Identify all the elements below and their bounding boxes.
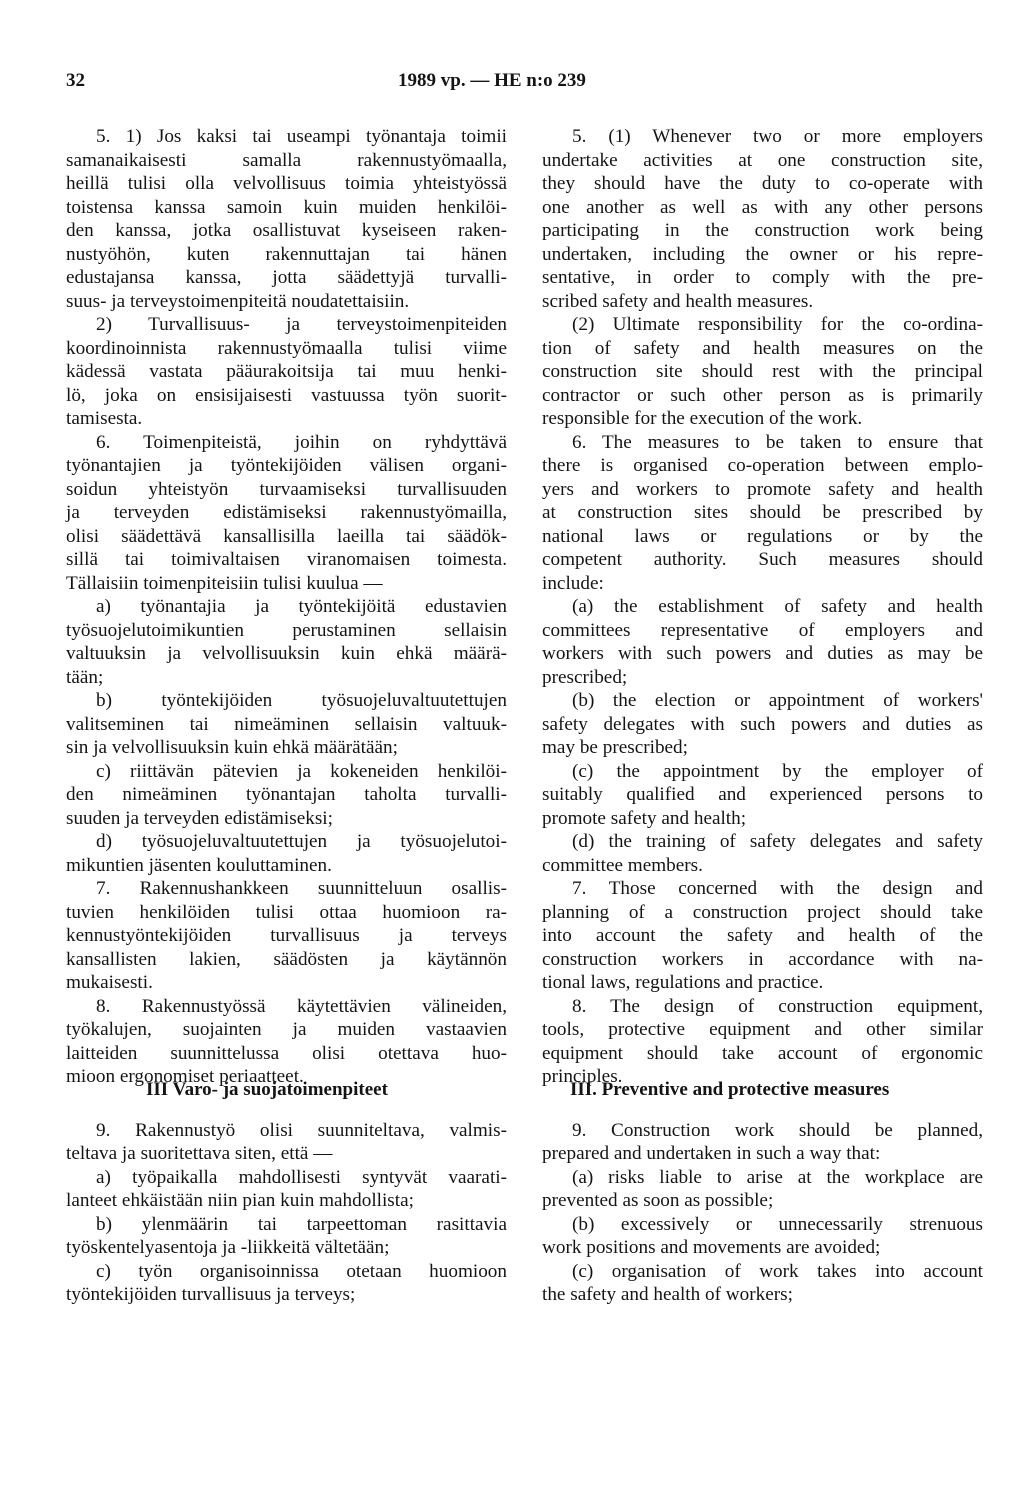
text-line: 5. (1) Whenever two or more employers xyxy=(572,126,983,147)
text-line: undertake activities at one construction site, xyxy=(542,149,983,171)
text-line: samanaikaisesti samalla rakennustyömaalla, xyxy=(66,149,507,171)
text-line: toistensa kanssa samoin kuin muiden henkilöi- xyxy=(66,196,507,218)
text-line: teltava ja suoritettava siten, että — xyxy=(66,1143,333,1164)
text-line: prepared and undertaken in such a way that: xyxy=(542,1143,881,1164)
text-line: tuvien henkilöiden tulisi ottaa huomioon ra- xyxy=(66,901,507,923)
text-line: olisi säädettävä kansallisilla laeilla tai säädök- xyxy=(66,525,507,547)
text-line: 2) Turvallisuus- ja terveystoimenpiteiden xyxy=(96,314,507,335)
text-line: 5. 1) Jos kaksi tai useampi työnantaja toimii xyxy=(96,126,507,147)
text-line: a) työnantajia ja työntekijöitä edustavien xyxy=(96,596,507,617)
text-line: työntekijöiden turvallisuus ja terveys; xyxy=(66,1284,356,1305)
text-line: tools, protective equipment and other similar xyxy=(542,1019,983,1040)
text-line: 6. Toimenpiteistä, joihin on ryhdyttävä xyxy=(96,431,507,453)
text-line: (b) the election or appointment of workers' xyxy=(572,690,983,711)
text-line: mikuntien jäsenten kouluttaminen. xyxy=(66,854,332,876)
text-line: b) ylenmäärin tai tarpeettoman rasittavia xyxy=(96,1213,507,1235)
text-line: lö, joka on ensisijaisesti vastuussa työn suorit- xyxy=(66,384,507,406)
text-line: 8. The design of construction equipment, xyxy=(572,995,983,1017)
text-line: b) työntekijöiden työsuojeluvaltuutettujen xyxy=(96,690,507,711)
text-line: the safety and health of workers; xyxy=(542,1284,793,1305)
text-line: c) riittävän pätevien ja kokeneiden henkilöi- xyxy=(96,760,507,782)
text-line: competent authority. Such measures should xyxy=(542,549,983,570)
text-line: kädessä vastata pääurakoitsija tai muu henki- xyxy=(66,361,507,382)
text-line: tamisesta. xyxy=(66,408,143,429)
text-line: ja terveyden edistämiseksi rakennustyömailla, xyxy=(66,502,507,523)
text-line: koordinoinnista rakennustyömaalla tulisi viime xyxy=(66,337,507,359)
text-line: kansallisten lakien, säädösten ja käytännön xyxy=(66,948,507,970)
text-line: committee members. xyxy=(542,854,703,876)
text-line: construction site should rest with the principal xyxy=(542,361,983,382)
text-line: at construction sites should be prescribed by xyxy=(542,502,983,523)
text-line: committees representative of employers and xyxy=(542,619,983,641)
text-line: den nimeäminen työnantajan taholta turvalli- xyxy=(66,784,507,805)
text-line: workers with such powers and duties as may be xyxy=(542,643,983,664)
text-line: into account the safety and health of the xyxy=(542,925,983,946)
section-heading-fi: III Varo- ja suojatoimenpiteet xyxy=(146,1079,388,1100)
text-line: 9. Construction work should be planned, xyxy=(572,1119,983,1141)
text-line: scribed safety and health measures. xyxy=(542,290,814,312)
running-title: 1989 vp. — HE n:o 239 xyxy=(398,70,586,91)
text-line: principles. xyxy=(542,1066,623,1087)
text-line: edustajansa kanssa, jotta säädettyjä turvalli- xyxy=(66,267,507,288)
text-line: prescribed; xyxy=(542,666,628,688)
english-section-body xyxy=(542,1119,983,1307)
text-line: prevented as soon as possible; xyxy=(542,1190,774,1211)
text-line: 7. Rakennushankkeen suunnitteluun osallis- xyxy=(96,878,507,899)
text-line: laitteiden suunnittelussa olisi otettava huo- xyxy=(66,1042,507,1064)
text-line: heillä tulisi olla velvollisuus toimia yhteistyössä xyxy=(66,173,507,194)
text-line: responsible for the execution of the work. xyxy=(542,408,863,429)
text-line: suuden ja terveyden edistämiseksi; xyxy=(66,807,333,829)
text-line: d) työsuojeluvaltuutettujen ja työsuojelutoi- xyxy=(96,831,507,852)
text-line: suitably qualified and experienced persons to xyxy=(542,784,983,805)
text-line: mukaisesti. xyxy=(66,972,153,993)
text-line: they should have the duty to co-operate with xyxy=(542,173,983,194)
text-line: 8. Rakennustyössä käytettävien välineiden, xyxy=(96,995,507,1017)
text-line: (2) Ultimate responsibility for the co-ordina- xyxy=(572,314,983,335)
text-line: may be prescribed; xyxy=(542,737,688,758)
text-line: construction workers in accordance with na- xyxy=(542,948,983,970)
text-line: työkalujen, suojainten ja muiden vastaavien xyxy=(66,1019,507,1040)
text-line: nustyöhön, kuten rakennuttajan tai hänen xyxy=(66,243,507,265)
text-line: työnantajien ja työntekijöiden välisen organi- xyxy=(66,455,507,476)
text-line: work positions and movements are avoided; xyxy=(542,1237,881,1258)
text-line: työskentelyasentoja ja -liikkeitä vältetään; xyxy=(66,1237,390,1258)
text-line: participating in the construction work being xyxy=(542,220,983,241)
text-line: (a) risks liable to arise at the workplace are xyxy=(572,1166,983,1188)
text-line: sin ja velvollisuuksin kuin ehkä määrätään; xyxy=(66,737,398,758)
text-line: lanteet ehkäistään niin pian kuin mahdollista; xyxy=(66,1190,414,1211)
page-header xyxy=(66,70,986,96)
finnish-column-top xyxy=(66,125,507,1089)
text-line: valitseminen tai nimeäminen sellaisin valtuuk- xyxy=(66,713,507,735)
text-line: 9. Rakennustyö olisi suunniteltava, valmis- xyxy=(96,1119,507,1141)
text-line: national laws or regulations or by the xyxy=(542,525,983,547)
text-line: undertaken, including the owner or his repre- xyxy=(542,243,983,265)
text-line: den kanssa, jotka osallistuvat kyseiseen raken- xyxy=(66,220,507,241)
english-column-top xyxy=(542,125,983,1089)
text-line: tion of safety and health measures on the xyxy=(542,337,983,359)
text-line: (b) excessively or unnecessarily strenuous xyxy=(572,1213,983,1235)
text-line: promote safety and health; xyxy=(542,807,747,829)
text-line: sentative, in order to comply with the pre- xyxy=(542,267,983,288)
text-line: planning of a construction project should take xyxy=(542,901,983,923)
text-line: (c) the appointment by the employer of xyxy=(572,760,983,782)
text-line: kennustyöntekijöiden turvallisuus ja terveys xyxy=(66,925,507,946)
text-line: (a) the establishment of safety and health xyxy=(572,596,983,617)
text-line: (c) organisation of work takes into account xyxy=(572,1260,983,1282)
text-line: suus- ja terveystoimenpiteitä noudatettaisiin. xyxy=(66,290,410,312)
text-line: mioon ergonomiset periaatteet. xyxy=(66,1066,304,1087)
finnish-section-body xyxy=(66,1119,507,1307)
text-line: tional laws, regulations and practice. xyxy=(542,972,824,993)
english-column-bottom xyxy=(542,1078,983,1307)
text-line: a) työpaikalla mahdollisesti syntyvät vaarati- xyxy=(96,1166,507,1188)
text-line: include: xyxy=(542,572,604,594)
section-heading-en: III. Preventive and protective measures xyxy=(570,1079,890,1100)
text-line: työsuojelutoimikuntien perustaminen sellaisin xyxy=(66,619,507,641)
text-line: contractor or such other person as is primarily xyxy=(542,384,983,406)
text-line: sillä tai toimivaltaisen viranomaisen toimesta. xyxy=(66,549,507,570)
text-line: tään; xyxy=(66,666,104,688)
text-line: valtuuksin ja velvollisuuksin kuin ehkä määrä- xyxy=(66,643,507,664)
text-line: equipment should take account of ergonomic xyxy=(542,1042,983,1064)
text-line: one another as well as with any other persons xyxy=(542,196,983,218)
text-line: (d) the training of safety delegates and safety xyxy=(572,831,983,852)
text-line: 7. Those concerned with the design and xyxy=(572,878,983,899)
page-number: 32 xyxy=(66,70,85,91)
text-line: Tällaisiin toimenpiteisiin tulisi kuulua — xyxy=(66,572,383,594)
text-line: c) työn organisoinnissa otetaan huomioon xyxy=(96,1260,507,1282)
text-line: safety delegates with such powers and duties as xyxy=(542,713,983,735)
text-line: there is organised co-operation between emplo- xyxy=(542,455,983,476)
text-line: soidun yhteistyön turvaamiseksi turvallisuuden xyxy=(66,478,507,500)
text-line: yers and workers to promote safety and health xyxy=(542,478,983,500)
text-line: 6. The measures to be taken to ensure that xyxy=(572,431,983,453)
finnish-column-bottom xyxy=(66,1078,507,1307)
